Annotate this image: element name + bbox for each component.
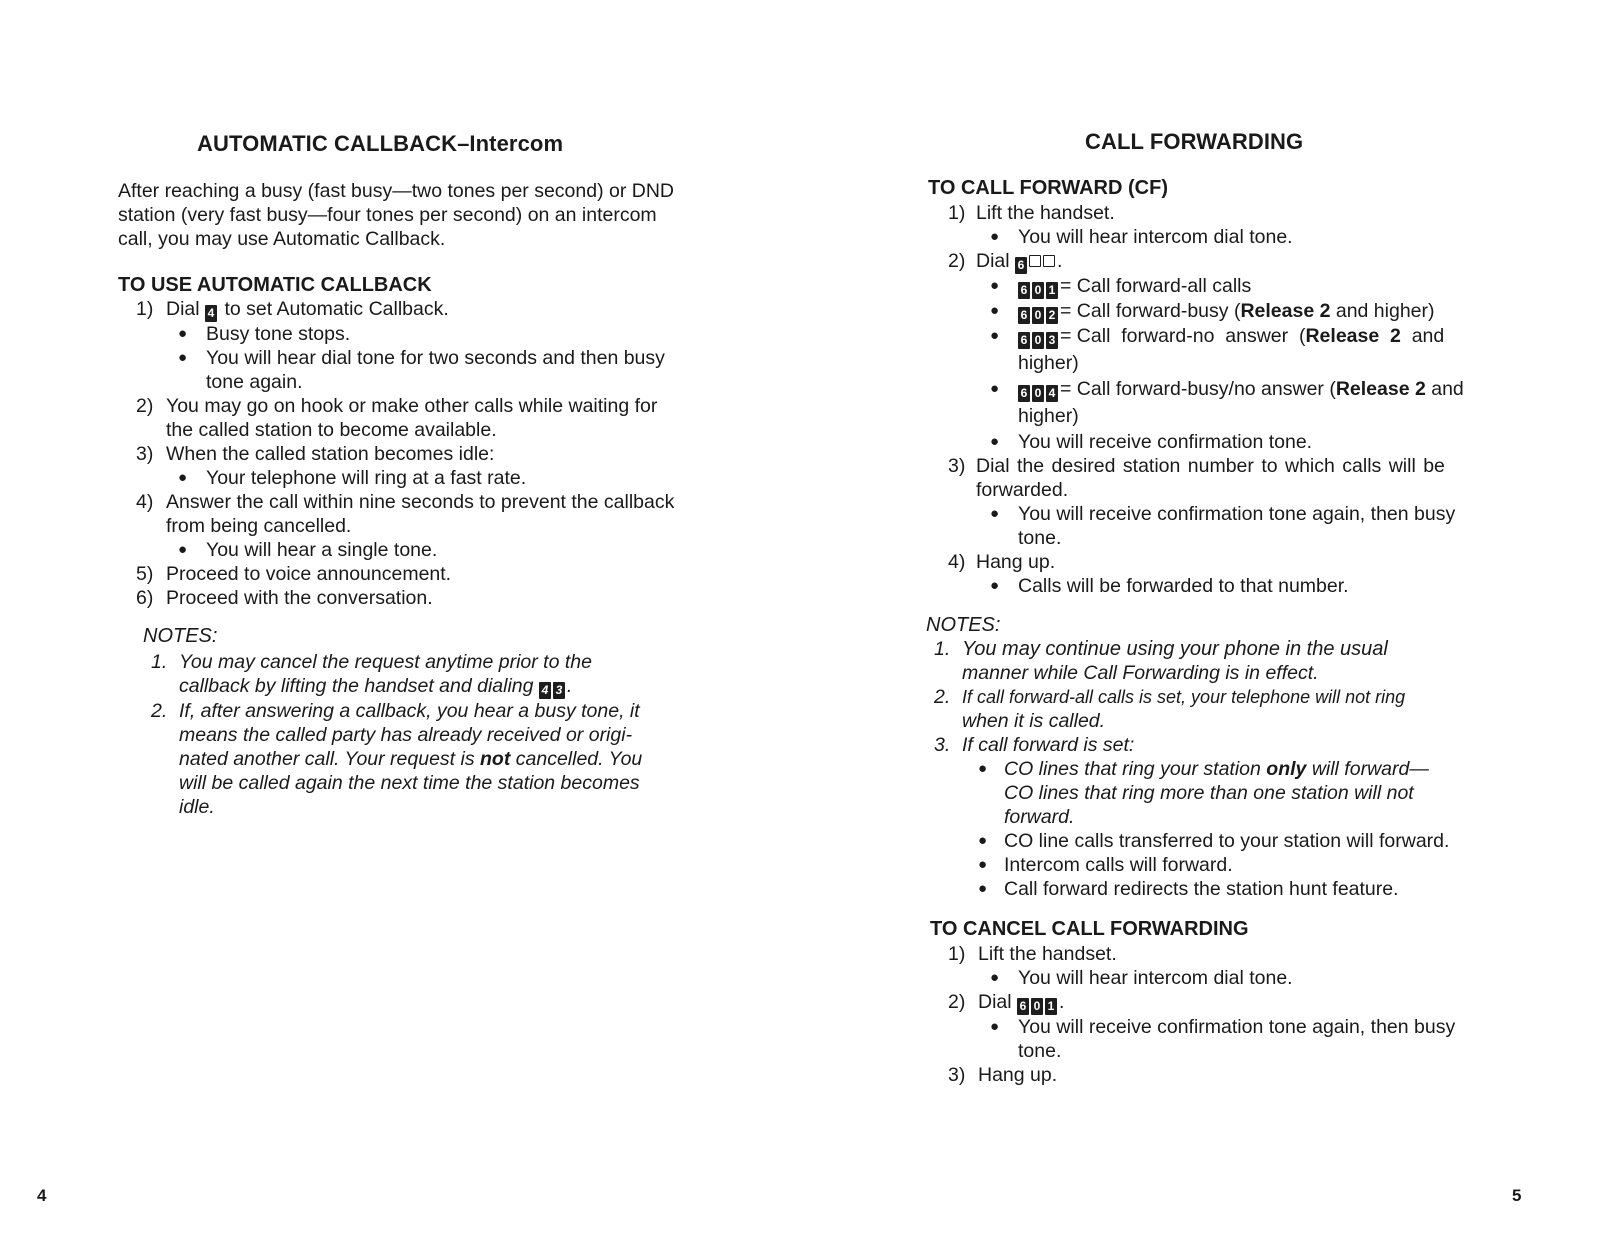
list-item: ● Your telephone will ring at a fast rate.: [178, 467, 527, 489]
list-item: ● You will receive confirmation tone.: [990, 431, 1313, 453]
callback-steps: [118, 297, 678, 610]
intro-line: station (very fast busy—four tones per second) on an intercom: [118, 204, 657, 226]
page-title-call-forwarding: CALL FORWARDING: [1085, 129, 1304, 154]
note-item-continued: when it is called.: [962, 710, 1106, 732]
dial-key: 0: [1032, 307, 1044, 324]
dial-key: 6: [1018, 282, 1030, 299]
list-item: 3) When the called station becomes idle:: [136, 443, 495, 465]
list-item: ● You will hear dial tone for two seconds and then busy: [178, 347, 665, 369]
dial-key: 0: [1032, 282, 1044, 299]
list-item: 3) Dial the desired station number to which calls will be: [948, 455, 1445, 477]
list-item: ● You will receive confirmation tone again, then busy: [990, 503, 1456, 525]
blank-key-icon: [1029, 255, 1041, 267]
list-item: ● 6 0 3 = Call forward-no answer (Release 2 and: [990, 325, 1445, 347]
note-bullet: ● Intercom calls will forward.: [978, 854, 1233, 876]
dial-key: 1: [1045, 998, 1057, 1015]
dial-key: 6: [1017, 998, 1029, 1015]
dial-key: 2: [1046, 307, 1058, 324]
note-bullet: ● CO lines that ring your station only will forward—: [978, 758, 1429, 780]
dial-key: 0: [1031, 998, 1043, 1015]
intro-line: After reaching a busy (fast busy—two tones per second) or DND: [118, 180, 674, 202]
list-item: 2) Dial 6 .: [948, 250, 1063, 272]
list-item: 2) Dial 6 0 1 .: [948, 991, 1065, 1013]
list-item-continued: tone.: [1018, 1040, 1062, 1062]
dial-key: 6: [1015, 257, 1027, 274]
notes-label: NOTES:: [926, 614, 1001, 636]
list-item-continued: higher): [1018, 405, 1079, 427]
call-forward-steps: [928, 201, 1568, 598]
section-heading-call-forward: TO CALL FORWARD (CF): [928, 177, 1168, 199]
list-item-continued: from being cancelled.: [166, 515, 352, 537]
list-item-continued: forwarded.: [976, 479, 1069, 501]
page-title-automatic-callback: AUTOMATIC CALLBACK–Intercom: [197, 131, 564, 156]
intro-line: call, you may use Automatic Callback.: [118, 228, 446, 250]
notes-list: [926, 637, 1576, 901]
dial-key: 6: [1018, 385, 1030, 402]
list-item: 1) Lift the handset.: [948, 943, 1117, 965]
note-item: 3. If call forward is set:: [934, 734, 1135, 756]
dial-key: 0: [1032, 332, 1044, 349]
list-item: 3) Hang up.: [948, 1064, 1058, 1086]
list-item: ● You will hear intercom dial tone.: [990, 967, 1293, 989]
note-item: 1. You may cancel the request anytime prior to the: [151, 651, 592, 673]
section-heading-cancel-forwarding: TO CANCEL CALL FORWARDING: [930, 918, 1249, 940]
notes-list: [143, 650, 663, 819]
note-item-continued: callback by lifting the handset and dialing 4 3 .: [179, 675, 573, 697]
dial-key: 4: [539, 682, 551, 699]
dial-key: 0: [1032, 385, 1044, 402]
note-bullet: ● CO line calls transferred to your station will forward.: [978, 830, 1450, 852]
note-item-continued: nated another call. Your request is not cancelled. You: [179, 748, 643, 770]
note-bullet: ● Call forward redirects the station hunt feature.: [978, 878, 1399, 900]
list-item-continued: the called station to become available.: [166, 419, 497, 441]
list-item: ● Calls will be forwarded to that number.: [990, 575, 1349, 597]
right-page: [802, 0, 1604, 1242]
list-item: 4) Hang up.: [948, 551, 1056, 573]
note-item: 1. You may continue using your phone in the usual: [934, 638, 1388, 660]
note-item-continued: means the called party has already received or origi-: [179, 724, 633, 746]
intro-paragraph: [118, 179, 674, 251]
list-item: 1) Dial 4 to set Automatic Callback.: [136, 298, 449, 320]
note-item-continued: idle.: [179, 796, 215, 818]
notes-label: NOTES:: [143, 625, 218, 647]
dial-key: 4: [205, 305, 217, 322]
list-item: ● 6 0 4 = Call forward-busy/no answer (Release 2 and: [990, 378, 1464, 400]
dial-key: 6: [1018, 332, 1030, 349]
cancel-forward-steps: [930, 942, 1570, 1087]
note-bullet-continued: forward.: [1004, 806, 1075, 828]
list-item: ● 6 0 1 = Call forward-all calls: [990, 275, 1252, 297]
list-item: 2) You may go on hook or make other calls while waiting for: [136, 395, 658, 417]
section-heading-use-callback: TO USE AUTOMATIC CALLBACK: [118, 274, 432, 296]
page-number: 5: [1512, 1186, 1522, 1205]
note-item-continued: manner while Call Forwarding is in effect.: [962, 662, 1319, 684]
list-item: 6) Proceed with the conversation.: [136, 587, 433, 609]
note-item-continued: will be called again the next time the station becomes: [179, 772, 640, 794]
note-bullet-continued: CO lines that ring more than one station will not: [1004, 782, 1414, 804]
list-item: ● You will receive confirmation tone again, then busy: [990, 1016, 1456, 1038]
list-item: ● You will hear a single tone.: [178, 539, 438, 561]
note-item: 2. If call forward-all calls is set, your telephone will not ring: [934, 686, 1406, 708]
dial-key: 3: [553, 682, 565, 699]
blank-key-icon: [1043, 255, 1055, 267]
list-item-continued: higher): [1018, 352, 1079, 374]
list-item: 1) Lift the handset.: [948, 202, 1115, 224]
list-item: ● You will hear intercom dial tone.: [990, 226, 1293, 248]
list-item: ● 6 0 2 = Call forward-busy (Release 2 and higher): [990, 300, 1435, 322]
list-item: 5) Proceed to voice announcement.: [136, 563, 452, 585]
dial-key: 6: [1018, 307, 1030, 324]
list-item-continued: tone again.: [206, 371, 303, 393]
dial-key: 3: [1046, 332, 1058, 349]
dial-key: 1: [1046, 282, 1058, 299]
note-item: 2. If, after answering a callback, you hear a busy tone, it: [151, 700, 640, 722]
list-item: ● Busy tone stops.: [178, 323, 351, 345]
dial-key: 4: [1046, 385, 1058, 402]
list-item: 4) Answer the call within nine seconds to prevent the callback: [136, 491, 675, 513]
list-item-continued: tone.: [1018, 527, 1062, 549]
page-number: 4: [37, 1186, 47, 1205]
